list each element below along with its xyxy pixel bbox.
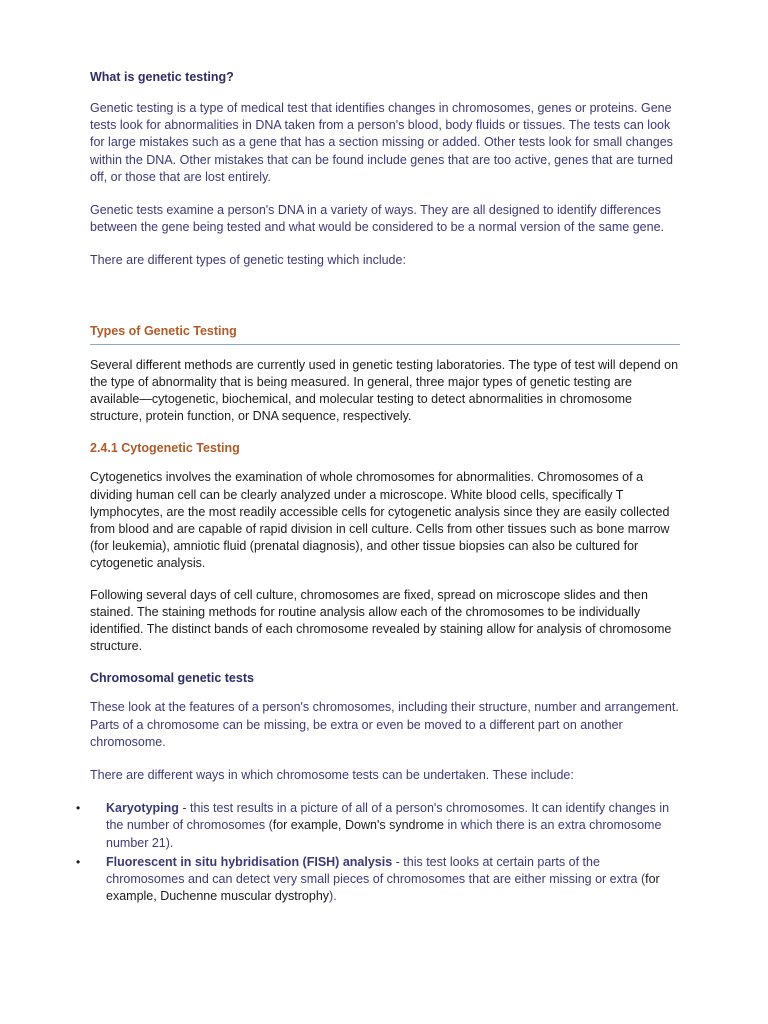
list-item bbox=[76, 800, 680, 852]
cytogenetic-paragraph-1: Cytogenetics involves the examination of whole chromosomes for abnormalities. Chromosomes of a dividing human cell can be clearly analyzed under a microscope. White blood cells, specifically T lymphocytes, are the most readily accessible cells for cytogenetic analysis since they are easily collected from blood and are capable of rapid division in cell culture. Cells from other tissues such as bone marrow (for leukemia), amniotic fluid (prenatal diagnosis), and other tissue biopsies can also be cultured for cytogenetic analysis. bbox=[90, 470, 670, 571]
list-item-text-end: in which there is an extra chromosome number 21). bbox=[106, 818, 662, 850]
list-item bbox=[76, 854, 680, 906]
types-heading: Types of Genetic Testing bbox=[90, 322, 680, 345]
bullet-icon: • bbox=[76, 801, 81, 816]
intro-paragraph-1: Genetic testing is a type of medical test that identifies changes in chromosomes, genes or proteins. Gene tests look for abnormalities in DNA taken from a person's blood, body fluids or tissues. The tests can look for large mistakes such as a gene that has a section missing or added. Other tests look for small changes within the DNA. Other mistakes that can be found include genes that are too active, genes that are turned off, or those that are lost entirely. bbox=[90, 101, 673, 184]
types-paragraph: Several different methods are currently used in genetic testing laboratories. The type of test will depend on the type of abnormality that is being measured. In general, three major types of genetic testing are available—cytogenetic, biochemical, and molecular testing to detect abnormalities in chromosome structure, protein function, or DNA sequence, respectively. bbox=[90, 357, 679, 424]
cytogenetic-heading: 2.4.1 Cytogenetic Testing bbox=[90, 441, 240, 456]
cytogenetic-paragraph-2: Following several days of cell culture, chromosomes are fixed, spread on microscope slides and then stained. The staining methods for routine analysis allow each of the chromosomes to be individually identified. The distinct bands of each chromosome revealed by staining allow for analysis of chromosome structure. bbox=[90, 587, 672, 654]
list-item-title: Fluorescent in situ hybridisation (FISH) analysis bbox=[106, 854, 393, 869]
chromosomal-heading: Chromosomal genetic tests bbox=[90, 671, 254, 686]
chromosome-tests-list bbox=[76, 800, 680, 905]
intro-heading: What is genetic testing? bbox=[90, 70, 234, 84]
intro-paragraph-2: Genetic tests examine a person's DNA in a variety of ways. They are all designed to identify differences between the gene being tested and what would be considered to be a normal version of the same gene. bbox=[90, 203, 664, 235]
list-item-text: - this test looks at certain parts of the chromosomes and can detect very small pieces of chromosomes that are either missing or extra ( bbox=[106, 854, 646, 887]
chromosomal-paragraph-1: These look at the features of a person's chromosomes, including their structure, number and arrangement. Parts of a chromosome can be missing, be extra or even be moved to a different part on another chromosome. bbox=[90, 700, 679, 749]
list-item-text: - this test results in a picture of all of a person's chromosomes. It can identify changes in the number of chromosomes ( bbox=[106, 801, 670, 833]
document-page bbox=[76, 66, 680, 908]
intro-paragraph-3: There are different types of genetic testing which include: bbox=[90, 253, 406, 268]
bullet-icon: • bbox=[76, 854, 81, 869]
chromosomal-paragraph-2: There are different ways in which chromosome tests can be undertaken. These include: bbox=[90, 768, 574, 783]
list-item-example: for example, Down's syndrome bbox=[272, 818, 444, 833]
list-item-title: Karyotyping bbox=[106, 801, 179, 816]
list-item-example: for example, Duchenne muscular dystrophy bbox=[106, 872, 660, 904]
list-item-text-end: ). bbox=[329, 889, 337, 904]
